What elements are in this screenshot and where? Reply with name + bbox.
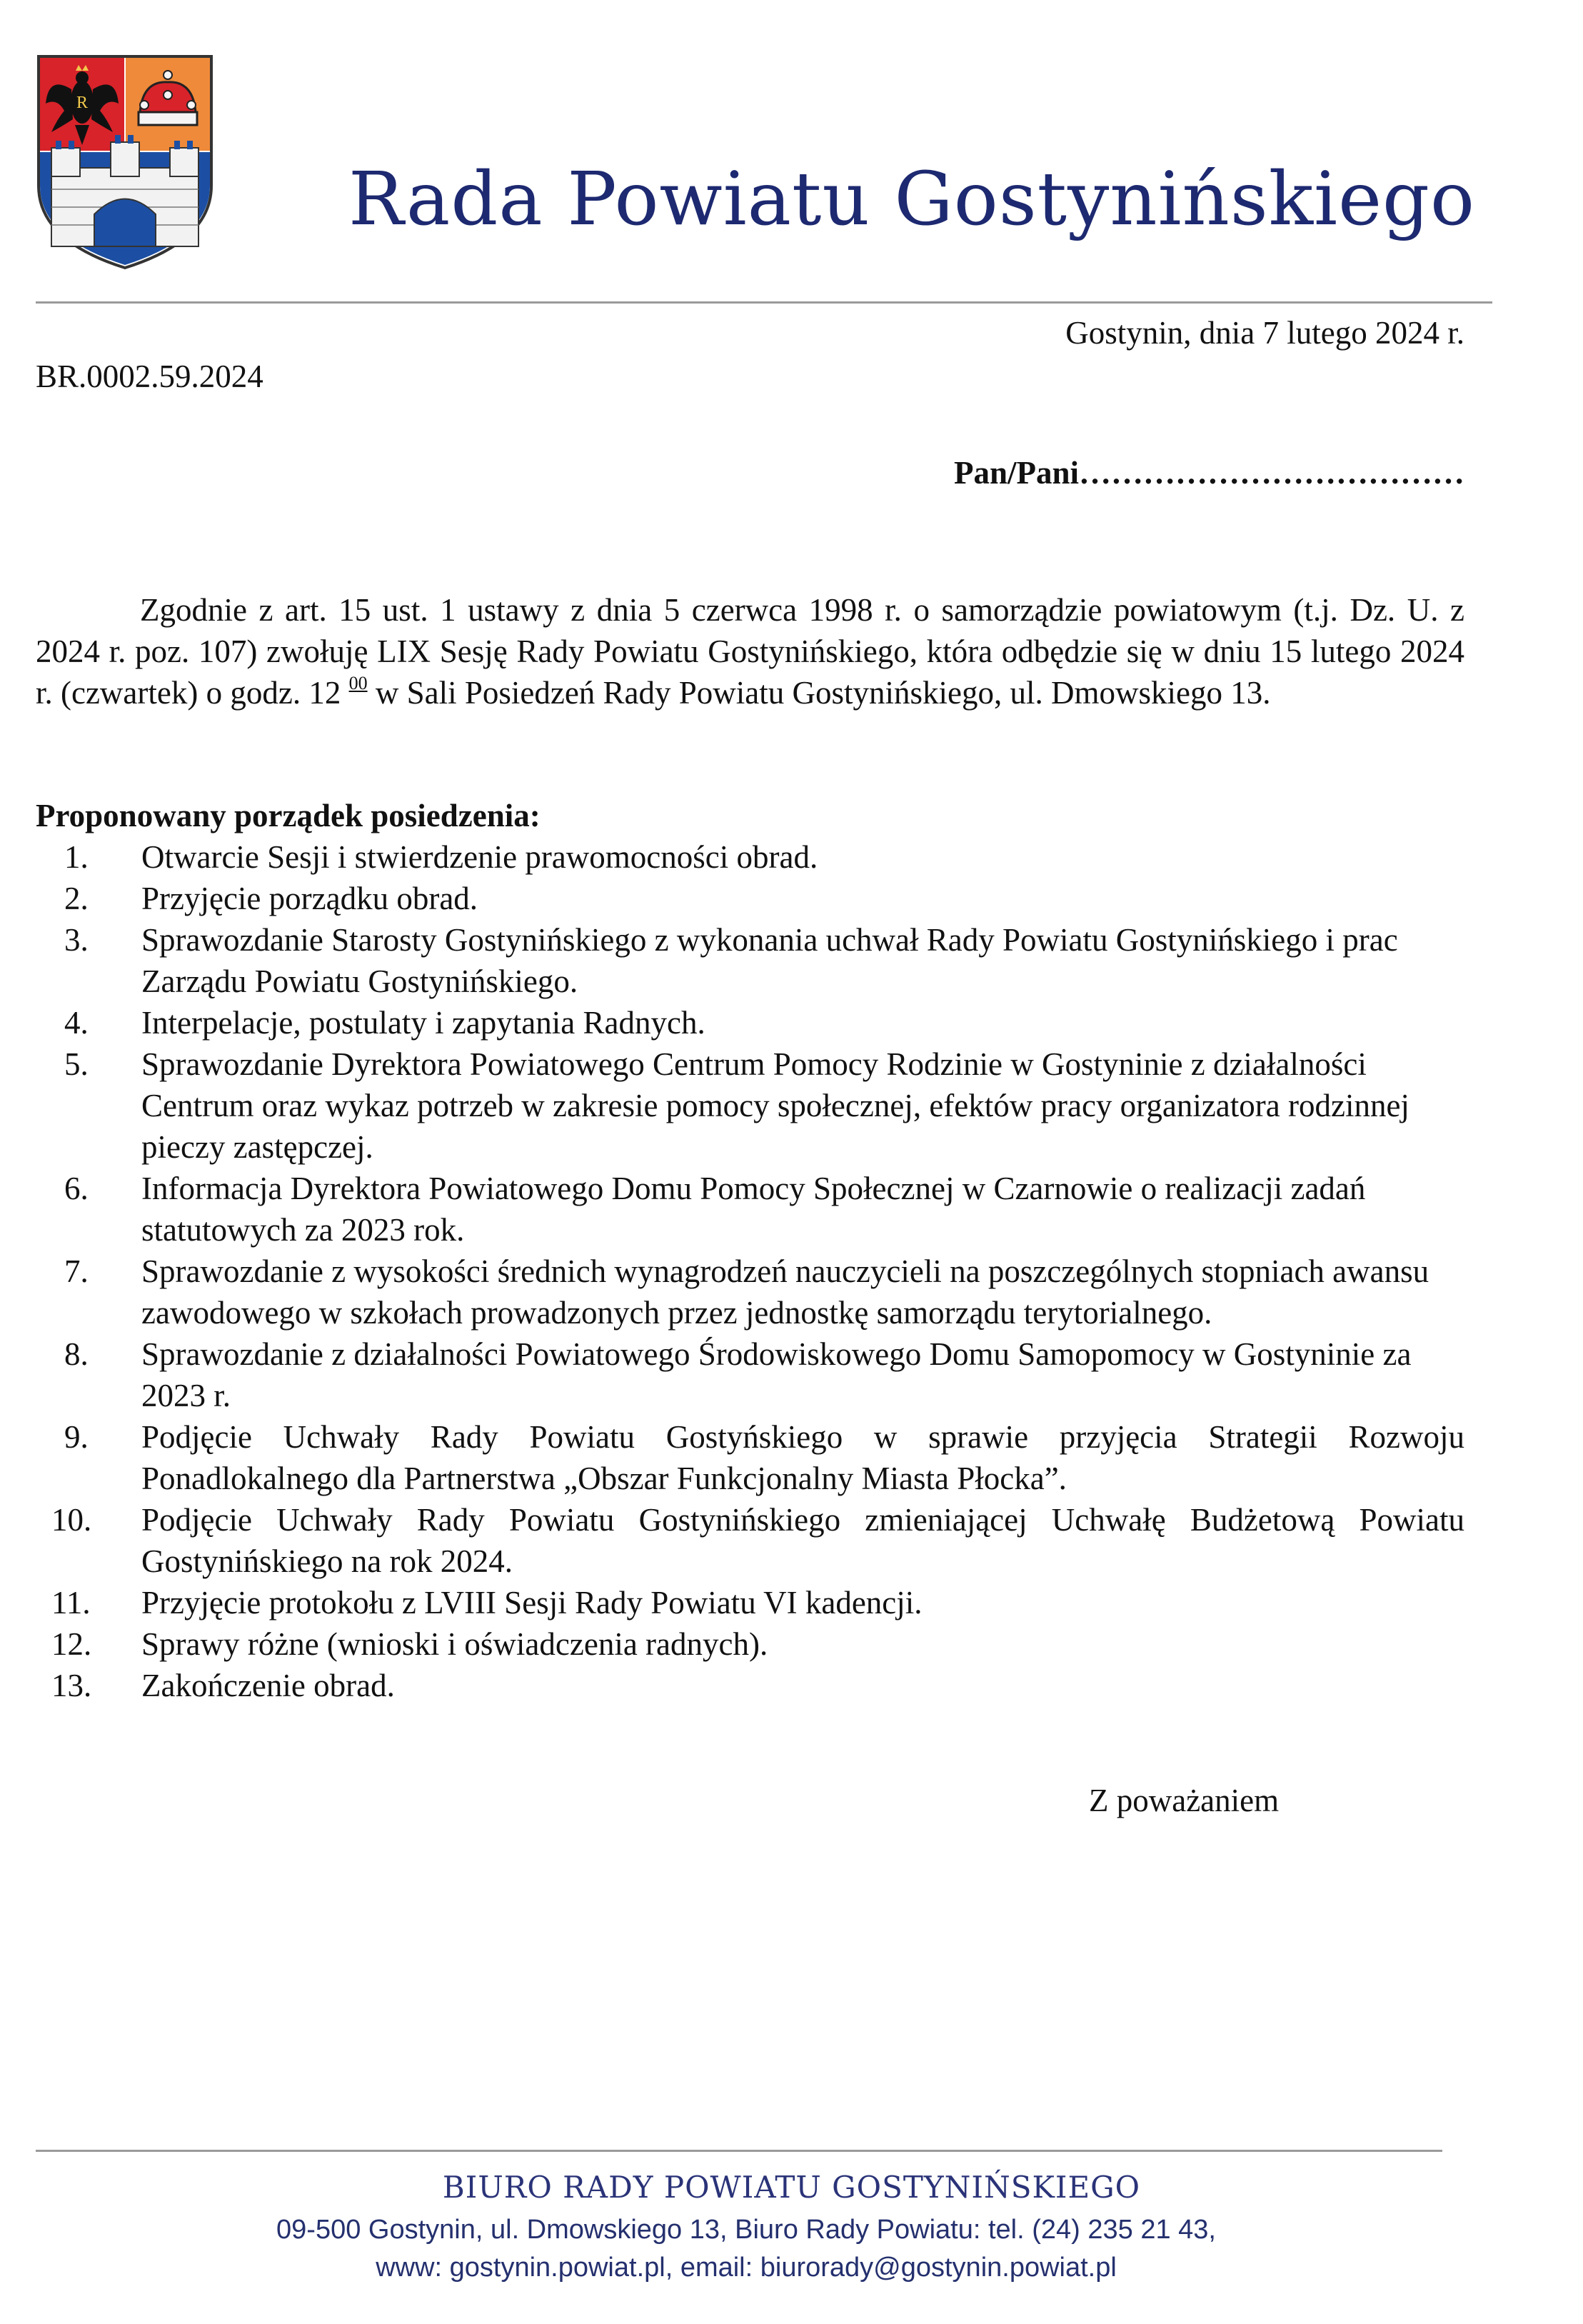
agenda-item-number: 3. xyxy=(64,922,89,958)
agenda-item-number: 11. xyxy=(51,1585,91,1621)
agenda-item xyxy=(36,1333,1464,1416)
intro-text-before: Zgodnie z art. 15 ust. 1 ustawy z dnia 5 czerwca 1998 r. o samorządzie powiatowym (t.j. Dz. U. z 2024 r. poz. 107) zwołuję LIX Sesję Rady Powiatu Gostynińskiego, która odbędzie się w dniu 15 lutego 2024 r. (czwartek) o godz. 12 xyxy=(36,592,1464,711)
agenda-item-text: Przyjęcie porządku obrad. xyxy=(141,881,478,916)
agenda-item-text: Interpelacje, postulaty i zapytania Radnych. xyxy=(141,1005,705,1041)
reference-number: BR.0002.59.2024 xyxy=(36,359,263,394)
agenda-item-number: 9. xyxy=(64,1419,89,1455)
agenda-item-text: Zakończenie obrad. xyxy=(141,1668,395,1703)
intro-time-minutes: 00 xyxy=(348,673,368,693)
footer-address-phone: 09-500 Gostynin, ul. Dmowskiego 13, Biuro Rady Powiatu: tel. (24) 235 21 43, xyxy=(276,2215,1216,2245)
agenda-item xyxy=(36,1043,1464,1168)
agenda-item-number: 8. xyxy=(64,1336,89,1372)
agenda-item xyxy=(36,1582,1464,1623)
agenda-item-text: Podjęcie Uchwały Rady Powiatu Gostynińskiego zmieniającej Uchwałę Budżetową Powiatu Gostynińskiego na rok 2024. xyxy=(141,1502,1464,1579)
agenda-item xyxy=(36,1416,1464,1499)
agenda-item-number: 2. xyxy=(64,881,89,916)
header-divider xyxy=(36,301,1492,304)
agenda-item-number: 10. xyxy=(51,1502,92,1538)
coat-of-arms-icon xyxy=(36,54,214,271)
agenda-item xyxy=(36,836,1464,878)
agenda-item xyxy=(36,919,1464,1002)
agenda-item-text: Otwarcie Sesji i stwierdzenie prawomocności obrad. xyxy=(141,839,818,875)
footer-web-email: www: gostynin.powiat.pl, email: biurorady@gostynin.powiat.pl xyxy=(376,2253,1117,2283)
svg-text:R: R xyxy=(76,94,89,112)
agenda-item xyxy=(36,878,1464,919)
agenda-item-number: 13. xyxy=(51,1668,92,1703)
agenda-item-text: Sprawy różne (wnioski i oświadczenia radnych). xyxy=(141,1626,768,1662)
agenda-heading: Proponowany porządek posiedzenia: xyxy=(36,798,541,833)
agenda-item-text: Sprawozdanie Dyrektora Powiatowego Centrum Pomocy Rodzinie w Gostyninie z działalności Centrum oraz wykaz potrzeb w zakresie pomocy społecznej, efektów pracy organizatora rodzinnej pieczy zastępczej. xyxy=(141,1046,1409,1165)
agenda-item xyxy=(36,1623,1464,1665)
footer-office-name: BIURO RADY POWIATU GOSTYNIŃSKIEGO xyxy=(442,2170,1141,2205)
agenda-item-number: 7. xyxy=(64,1253,89,1289)
agenda-item-number: 1. xyxy=(64,839,89,875)
agenda-item xyxy=(36,1251,1464,1333)
agenda-item xyxy=(36,1665,1464,1706)
agenda-item-text: Sprawozdanie z działalności Powiatowego Środowiskowego Domu Samopomocy w Gostyninie za 2023 r. xyxy=(141,1336,1412,1413)
agenda-list xyxy=(36,836,1464,1706)
agenda-item-text: Przyjęcie protokołu z LVIII Sesji Rady Powiatu VI kadencji. xyxy=(141,1585,923,1621)
footer-divider xyxy=(36,2150,1442,2152)
intro-paragraph xyxy=(36,589,1464,713)
letter-date: Gostynin, dnia 7 lutego 2024 r. xyxy=(1065,315,1464,351)
agenda-item-number: 4. xyxy=(64,1005,89,1041)
agenda-item-text: Sprawozdanie Starosty Gostynińskiego z wykonania uchwał Rady Powiatu Gostynińskiego i prac Zarządu Powiatu Gostynińskiego. xyxy=(141,922,1398,999)
agenda-item-number: 12. xyxy=(51,1626,92,1662)
closing-phrase: Z poważaniem xyxy=(1089,1783,1280,1818)
agenda-item xyxy=(36,1002,1464,1043)
council-name-heading: Rada Powiatu Gostynińskiego xyxy=(348,156,1475,242)
salutation: Pan/Pani……………………………… xyxy=(953,455,1464,491)
agenda-item-number: 6. xyxy=(64,1171,89,1206)
agenda-item xyxy=(36,1499,1464,1582)
agenda-item-text: Podjęcie Uchwały Rady Powiatu Gostyńskiego w sprawie przyjęcia Strategii Rozwoju Ponadlokalnego dla Partnerstwa „Obszar Funkcjonalny Miasta Płocka”. xyxy=(141,1419,1464,1496)
intro-text-after: w Sali Posiedzeń Rady Powiatu Gostynińskiego, ul. Dmowskiego 13. xyxy=(367,675,1271,711)
agenda-item-text: Informacja Dyrektora Powiatowego Domu Pomocy Społecznej w Czarnowie o realizacji zadań statutowych za 2023 rok. xyxy=(141,1171,1366,1248)
agenda-item-text: Sprawozdanie z wysokości średnich wynagrodzeń nauczycieli na poszczególnych stopniach awansu zawodowego w szkołach prowadzonych przez jednostkę samorządu terytorialnego. xyxy=(141,1253,1429,1331)
agenda-item-number: 5. xyxy=(64,1046,89,1082)
agenda-item xyxy=(36,1168,1464,1251)
